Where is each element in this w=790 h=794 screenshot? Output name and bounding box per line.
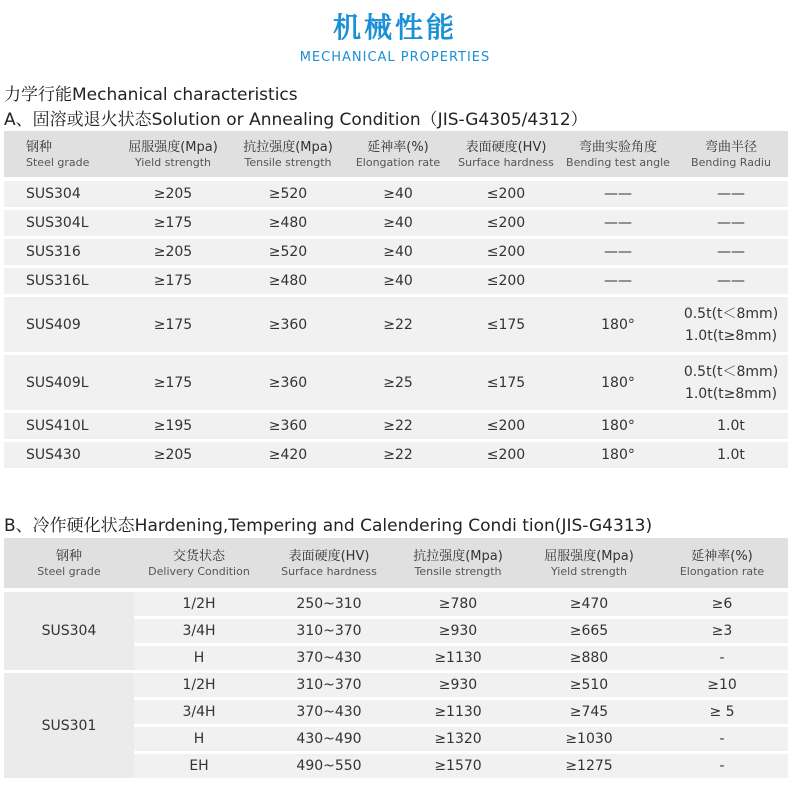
- table-cell: ≥745: [522, 699, 656, 726]
- table-cell: ≥175: [116, 296, 230, 354]
- column-header: [450, 131, 562, 179]
- table-cell: 1.0t: [674, 412, 788, 441]
- table-cell: ≥665: [522, 618, 656, 645]
- table-cell: ≤200: [450, 209, 562, 238]
- section-heading-main: 力学行能Mechanical characteristics: [4, 85, 298, 105]
- column-header-cn: 表面硬度(HV): [465, 139, 547, 155]
- table-cell: ≥1130: [394, 699, 522, 726]
- table-row: [4, 238, 788, 267]
- table-cell: 370~430: [264, 645, 394, 672]
- column-header: [346, 131, 450, 179]
- table-cell: ≤200: [450, 441, 562, 470]
- table-header-row: [4, 131, 788, 179]
- column-header-en: Yield strength: [550, 564, 628, 578]
- table-cell: ≥930: [394, 618, 522, 645]
- table-cell: ——: [674, 238, 788, 267]
- table-cell: ≥40: [346, 267, 450, 296]
- table-row: [4, 209, 788, 238]
- page-subtitle: MECHANICAL PROPERTIES: [299, 50, 491, 65]
- table-cell: ≥205: [116, 238, 230, 267]
- column-header-en: Bending Radiu: [691, 155, 771, 169]
- column-header: [4, 131, 116, 179]
- table-cell: ≤175: [450, 354, 562, 412]
- cell-line: 0.5t(t＜8mm): [683, 305, 779, 322]
- table-cell: ≥780: [394, 590, 522, 618]
- table-cell: ——: [674, 179, 788, 209]
- table-cell: SUS304: [4, 179, 116, 209]
- column-header-cn: 抗拉强度(Mpa): [413, 548, 503, 564]
- table-cell: ——: [562, 238, 674, 267]
- table-cell: ≥930: [394, 672, 522, 699]
- cell-line: 1.0t(t≥8mm): [684, 327, 778, 344]
- column-header-en: Elongation rate: [355, 155, 441, 169]
- table-cell: ——: [674, 209, 788, 238]
- column-header-en: Yield strength: [134, 155, 212, 169]
- table-cell: ≥520: [230, 238, 346, 267]
- column-header-en: Bending test angle: [566, 155, 670, 169]
- column-header-en: Surface hardness: [458, 155, 554, 169]
- table-cell: ≥175: [116, 267, 230, 296]
- table-cell: ≥205: [116, 441, 230, 470]
- table-row: [4, 267, 788, 296]
- cell-line: 1.0t(t≥8mm): [684, 385, 778, 402]
- table-cell: ——: [562, 209, 674, 238]
- table-cell: ≥360: [230, 412, 346, 441]
- table-row: [4, 296, 788, 354]
- table-cell: ≥480: [230, 209, 346, 238]
- table-cell: ≥1030: [522, 726, 656, 753]
- table-cell: ≥40: [346, 209, 450, 238]
- table-cell: ≥470: [522, 590, 656, 618]
- table-cell: ≥22: [346, 441, 450, 470]
- column-header-cn: 钢种: [55, 548, 82, 564]
- column-header: [116, 131, 230, 179]
- table-cell: ≥520: [230, 179, 346, 209]
- table-cell: 180°: [562, 441, 674, 470]
- table-cell: ≥40: [346, 179, 450, 209]
- column-header-cn: 延神率(%): [367, 139, 429, 155]
- section-heading-a: A、固溶或退火状态Solution or Annealing Condition（JIS-G4305/4312）: [4, 110, 588, 130]
- steel-grade-cell: SUS301: [4, 672, 134, 780]
- column-header-en: Tensile strength: [244, 155, 332, 169]
- table-cell: ——: [562, 179, 674, 209]
- table-cell: 180°: [562, 296, 674, 354]
- table-cell: ≥22: [346, 412, 450, 441]
- column-header: [264, 538, 394, 590]
- column-header: [674, 131, 788, 179]
- table-row: [4, 441, 788, 470]
- column-header-en: Tensile strength: [414, 564, 502, 578]
- table-cell: 490~550: [264, 753, 394, 780]
- table-cell: SUS410L: [4, 412, 116, 441]
- table-row: [4, 412, 788, 441]
- column-header-cn: 屈服强度(Mpa): [544, 548, 634, 564]
- column-header-cn: 弯曲实验角度: [578, 139, 657, 155]
- table-cell: 1/2H: [134, 672, 264, 699]
- column-header: [230, 131, 346, 179]
- table-cell: H: [134, 726, 264, 753]
- table-cell: ≤200: [450, 238, 562, 267]
- column-header-cn: 钢种: [26, 139, 53, 155]
- column-header-cn: 抗拉强度(Mpa): [243, 139, 333, 155]
- table-cell: SUS430: [4, 441, 116, 470]
- table-cell: ≥480: [230, 267, 346, 296]
- column-header-en: Steel grade: [26, 155, 90, 169]
- column-header: [656, 538, 788, 590]
- column-header: [522, 538, 656, 590]
- column-header-cn: 弯曲半径: [704, 139, 757, 155]
- table-cell: 1/2H: [134, 590, 264, 618]
- table-cell: [674, 296, 788, 354]
- table-cell: H: [134, 645, 264, 672]
- table-cell: 1.0t: [674, 441, 788, 470]
- table-cell: 3/4H: [134, 618, 264, 645]
- cell-line: 0.5t(t＜8mm): [683, 363, 779, 380]
- table-cell: -: [656, 726, 788, 753]
- table-row: [4, 672, 788, 699]
- table-row: [4, 179, 788, 209]
- column-header-en: Surface hardness: [281, 564, 377, 578]
- column-header: [394, 538, 522, 590]
- annealing-table: [4, 131, 788, 471]
- table-cell: ——: [562, 267, 674, 296]
- column-header-en: Steel grade: [37, 564, 101, 578]
- table-cell: 180°: [562, 354, 674, 412]
- table-cell: 370~430: [264, 699, 394, 726]
- column-header: [562, 131, 674, 179]
- column-header-cn: 表面硬度(HV): [288, 548, 370, 564]
- column-header-cn: 屈服强度(Mpa): [128, 139, 218, 155]
- table-row: [4, 354, 788, 412]
- table-cell: ≥1320: [394, 726, 522, 753]
- table-cell: ≥1570: [394, 753, 522, 780]
- section-heading-b: B、冷作硬化状态Hardening,Tempering and Calendering Condi tion(JIS-G4313): [4, 516, 653, 536]
- table-cell: ≥195: [116, 412, 230, 441]
- table-cell: SUS316: [4, 238, 116, 267]
- table-cell: ≥ 5: [656, 699, 788, 726]
- column-header-cn: 延神率(%): [691, 548, 753, 564]
- table-cell: ≥360: [230, 296, 346, 354]
- table-cell: ≥510: [522, 672, 656, 699]
- column-header-en: Elongation rate: [679, 564, 765, 578]
- table-cell: 3/4H: [134, 699, 264, 726]
- table-cell: ≥205: [116, 179, 230, 209]
- table-cell: ≥175: [116, 354, 230, 412]
- table-cell: 180°: [562, 412, 674, 441]
- column-header: [4, 538, 134, 590]
- table-header-row: [4, 538, 788, 590]
- table-cell: ≥1275: [522, 753, 656, 780]
- table-cell: ≥880: [522, 645, 656, 672]
- table-cell: [674, 354, 788, 412]
- table-cell: ≤200: [450, 179, 562, 209]
- table-cell: ≥25: [346, 354, 450, 412]
- table-cell: EH: [134, 753, 264, 780]
- table-cell: -: [656, 753, 788, 780]
- table-cell: 310~370: [264, 618, 394, 645]
- table-cell: ≥40: [346, 238, 450, 267]
- page-title: 机械性能: [332, 11, 457, 44]
- table-cell: ≥360: [230, 354, 346, 412]
- table-cell: SUS304L: [4, 209, 116, 238]
- table-cell: ≤200: [450, 412, 562, 441]
- table-cell: ≥22: [346, 296, 450, 354]
- table-cell: ≥175: [116, 209, 230, 238]
- table-cell: -: [656, 645, 788, 672]
- table-cell: ≥3: [656, 618, 788, 645]
- table-row: [4, 590, 788, 618]
- hardening-table: [4, 538, 788, 781]
- table-cell: ≥6: [656, 590, 788, 618]
- steel-grade-cell: SUS304: [4, 590, 134, 672]
- table-cell: 430~490: [264, 726, 394, 753]
- table-cell: ≥1130: [394, 645, 522, 672]
- table-cell: 310~370: [264, 672, 394, 699]
- table-cell: SUS409: [4, 296, 116, 354]
- column-header-en: Delivery Condition: [148, 564, 250, 578]
- table-cell: SUS316L: [4, 267, 116, 296]
- table-cell: SUS409L: [4, 354, 116, 412]
- table-cell: 250~310: [264, 590, 394, 618]
- table-cell: ≥10: [656, 672, 788, 699]
- table-cell: ≥420: [230, 441, 346, 470]
- column-header: [134, 538, 264, 590]
- table-cell: ≤200: [450, 267, 562, 296]
- table-cell: ≤175: [450, 296, 562, 354]
- table-cell: ——: [674, 267, 788, 296]
- column-header-cn: 交货状态: [172, 548, 225, 564]
